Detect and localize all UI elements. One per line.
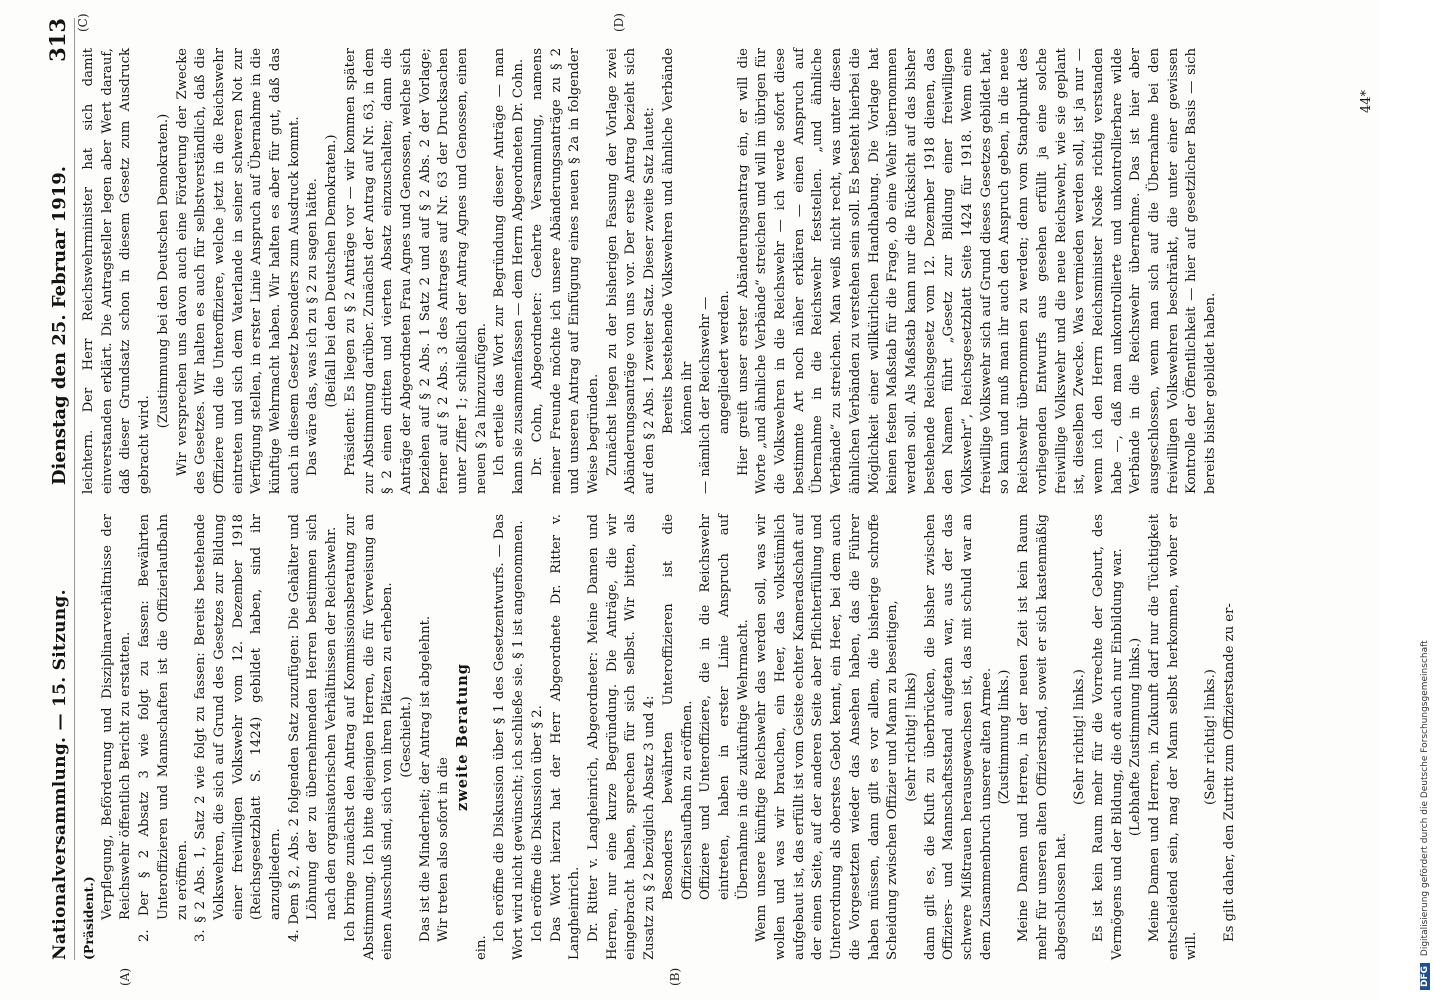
page-header: [24, 18, 75, 960]
speech-paragraph: leichtern. Der Herr Reichswehrminister hat sich damit einverstanden erklärt. Die Antragsteller legen aber Wert darauf, daß dieser Grundsatz schon in diesem Gesetz zum Ausdruck gebracht wird.: [81, 48, 153, 494]
stage-direction: (Lebhafte Zustimmung links.): [1128, 637, 1144, 837]
margin-letter-d: (D): [612, 13, 626, 32]
speech-paragraph: Ich erteile das Wort zur Begründung dieser Anträge — man kann sie zusammenfassen — dem Herrn Abgeordneten Dr. Cohn.: [492, 48, 527, 494]
digitization-credit-text: Digitalisierung gefördert durch die Deutsche Forschungsgemeinschaft: [1420, 640, 1430, 957]
speech-paragraph: dann gilt es, die Kluft zu überbrücken, die bisher zwischen Offiziers- und Mannschaftsstand aufgetan war, aus der das schwere Mißtrauen herausgewachsen ist, das mit schuld war an dem Zusammenbruch unserer alten Armee.: [922, 514, 994, 960]
quoted-text: Bereits bestehende Volkswehren und ähnliche Verbände können ihr: [660, 48, 695, 434]
margin-letter-c: (C): [76, 13, 90, 32]
stage-direction: (Zustimmung bei den Deutschen Demokraten.): [155, 113, 171, 429]
paragraph: Ich eröffne die Diskussion über § 2.: [529, 705, 545, 942]
header-date: Dienstag den 25. Februar 1919.: [49, 165, 70, 486]
stage-direction: (Sehr richtig! links.): [1203, 669, 1219, 805]
speech-paragraph: Dr. Ritter v. Langheinrich, Abgeordneter: Meine Damen und Herren, nur eine kurze Begründung. Die Anträge, die wir eingebracht haben, sprechen für sich selbst. Wir bitten, als Zusatz zu § 2 bezüglich Absatz 3 und 4:: [585, 514, 658, 960]
speech-paragraph: Es ist kein Raum mehr für die Vorrechte der Geburt, des Vermögens und der Bildung, die oft auch nur Einbildung war.: [1090, 514, 1125, 960]
stage-direction: (Geschieht.): [398, 696, 414, 778]
list-item: 2. Der § 2 Absatz 3 wie folgt zu fassen: Bewährten Unteroffizieren und Mannschaften ist die Offizierlaufbahn zu eröffnen.: [137, 514, 190, 942]
paragraph: Verpflegung, Beförderung und Disziplinarverhältnisse der Reichswehr öffentlich Bericht zu erstatten.: [99, 514, 134, 920]
digitization-credit: [1417, 0, 1434, 1000]
speaker-label: (Präsident.): [81, 876, 96, 960]
list-item: 3. § 2 Abs. 1, Satz 2 wie folgt zu fassen: Bereits bestehende Volkswehren, die sich auf Grund des Gesetzes zur Bildung einer freiwilligen Volkswehr vom 12. Dezember 1918 (Reichsgesetzblatt S. 1424) gebildet haben, sind ihr anzugliedern.: [193, 514, 284, 942]
quoted-motion: Offiziere und Unteroffiziere, die in die Reichswehr eintreten, haben in erster Linie Anspruch auf Übernahme in die zukünftige Wehrmacht.: [698, 514, 751, 900]
speech-paragraph: Meine Damen und Herren, in der neuen Zeit ist kein Raum mehr für unseren alten Offizierstand, soweit er sich kastenmäßig abgeschlossen hat.: [1016, 514, 1069, 960]
stage-direction: (Beifall bei den Deutschen Demokraten.): [324, 134, 340, 408]
speech-paragraph: Es gilt daher, den Zutritt zum Offizierstande zu er-: [1221, 603, 1237, 942]
quoted-motion: Besonders bewährten Unteroffizieren ist die Offizierslaufbahn zu eröffnen.: [660, 514, 695, 900]
paragraph: ein.: [473, 935, 489, 960]
margin-letter-b: (B): [668, 967, 682, 986]
stage-direction: (Zustimmung links.): [997, 669, 1013, 805]
paragraph: Das Wort hierzu hat der Herr Abgeordnete Dr. Ritter v. Langheinrich.: [548, 514, 583, 960]
page-number: 313: [45, 18, 70, 62]
speech-paragraph: Wir versprechen uns davon auch eine Förderung der Zwecke des Gesetzes. Wir halten es auch für selbstverständlich, daß die Offiziere und die Unteroffiziere, welche jetzt in die Reichswehr eintreten und sich dem Vaterlande in seiner schweren Not zur Verfügung stellen, in erster Linie Anspruch auf Übernahme in die künftige Wehrmacht haben. Wir halten es aber für gut, daß das auch in diesem Gesetz besonders zum Ausdruck kommt.: [174, 48, 302, 494]
section-heading: zweite Beratung: [454, 663, 472, 811]
speech-paragraph: Präsident: Es liegen zu § 2 Anträge vor — wir kommen später zur Abstimmung darüber. Zunächst der Antrag auf Nr. 63, in dem § 2 einen dritten und vierten Absatz einzuschalten; dann die Anträge der Abgeordneten Frau Agnes und Genossen, welche sich beziehen auf § 2 Abs. 1 Satz 2 und auf § 2 Abs. 2 der Vorlage; ferner auf § 2 Abs. 3 des Antrages auf Nr. 63 der Drucksachen unter Ziffer 1; schließlich der Antrag Agnes und Genossen, einen neuen § 2a hinzuzufügen.: [342, 48, 489, 494]
interjection: — nämlich der Reichswehr —: [698, 296, 714, 494]
paragraph: Ich bringe zunächst den Antrag auf Kommissionsberatung zur Abstimmung. Ich bitte diejenigen Herren, die für Verweisung an einen Ausschuß sind, sich von ihren Plätzen zu erheben.: [342, 514, 396, 960]
stage-direction: (Sehr richtig! links.): [1072, 669, 1088, 805]
header-session-title: Nationalversammlung. — 15. Sitzung.: [50, 589, 70, 960]
quoted-text: angegliedert werden.: [716, 290, 732, 434]
speech-paragraph: Meine Damen und Herren, in Zukunft darf nur die Tüchtigkeit entscheidend sein, mag der Mann selbst herkommen, woher er will.: [1147, 514, 1200, 960]
right-column: [80, 48, 1380, 494]
left-column: [80, 514, 1380, 960]
paragraph: Wir treten also sofort in die: [436, 757, 452, 942]
speech-paragraph: Wenn unsere künftige Reichswehr das werden soll, was wir wollen und was wir brauchen, ein Heer, das volkstümlich aufgebaut ist, das erfüllt ist vom Geiste echter Kameradschaft auf der einen Seite, auf der anderen Seite aber Pflichterfüllung und Unterordnung als oberstes Gebot kennt, ein Heer, bei dem auch die Vorgesetzten wieder das Ansehen haben, das die Führer haben müssen, dann gilt es vor allem, die bisherige schroffe Scheidung zwischen Offizier und Mann zu beseitigen,: [754, 514, 901, 960]
stage-direction: (sehr richtig! links): [903, 672, 919, 802]
speech-paragraph: Hier greift unser erster Abänderungsantrag ein, er will die Worte „und ähnliche Verbände“ streichen und will im übrigen für die Volkswehren in die Reichswehr — ich werde sofort diese bestimmte Art noch näher erklären — einen Anspruch auf Übernahme in die Reichswehr feststellen. „und ähnliche Verbände“ zu streichen. Man weiß nicht recht, was unter diesen ähnlichen Verbänden zu verstehen sein soll. Es besteht hierbei die Möglichkeit einer willkürlichen Handhabung. Die Vorlage hat keinen festen Maßstab für die Frage, ob eine Wehr übernommen werden soll. Als Maßstab kann nur die Rücksicht auf das bisher bestehende Reichsgesetz vom 12. Dezember 1918 dienen, das den Namen führt „Gesetz zur Bildung einer freiwilligen Volkswehr“, Reichsgesetzblatt Seite 1424 für 1918. Wenn eine freiwillige Volkswehr sich auf Grund dieses Gesetzes gebildet hat, so kann und muß man ihr auch den Anspruch geben, in die neue Reichswehr übernommen zu werden; denn vom Standpunkt des vorliegenden Entwurfs aus gesehen erfüllt ja eine solche freiwillige Volkswehr und die neue Reichswehr, wie sie geplant ist, dieselben Zwecke. Was vermieden werden soll, ist ja nur — wenn ich den Herrn Reichsminister Noske richtig verstanden habe —, daß man unkontrollierte und unkontrollierbare wilde Verbände in die Reichswehr übernehme. Das ist hier aber ausgeschlossen, wenn man sich auf die Übernahme bei den freiwilligen Volkswehren beschränkt, die unter einer gewissen Kontrolle der Öffentlichkeit — hier auf gesetzlicher Basis — sich bereits bisher gebildet haben.: [735, 48, 1219, 494]
speech-paragraph: Das wäre das, was ich zu § 2 zu sagen hätte.: [305, 178, 321, 476]
speech-paragraph: Zunächst liegen zu der bisherigen Fassung der Vorlage zwei Abänderungsanträge von uns vor. Der erste Antrag bezieht sich auf den § 2 Abs. 1 zweiter Satz. Dieser zweite Satz lautet:: [604, 48, 658, 494]
speech-paragraph: Dr. Cohn, Abgeordneter: Geehrte Versammlung, namens meiner Freunde möchte ich unsere Abänderungsanträge zu § 2 und unseren Antrag auf Einfügung eines neuen § 2a in folgender Weise begründen.: [529, 48, 601, 494]
signature-mark: 44*: [1359, 90, 1374, 114]
paragraph: Das ist die Minderheit; der Antrag ist abgelehnt.: [417, 615, 433, 942]
paragraph: Ich eröffne die Diskussion über § 1 des Gesetzentwurfs. — Das Wort wird nicht gewünscht; ich schließe sie. § 1 ist angenommen.: [492, 514, 527, 960]
list-item: 4. Dem § 2, Abs. 2 folgenden Satz zuzufügen: Die Gehälter und Löhnung der zu übernehmenden Herren bestimmen sich nach den organisatorischen Verhältnissen der Reichswehr.: [286, 514, 340, 942]
margin-letter-a: (A): [118, 967, 132, 986]
dfg-logo: DFG: [1420, 963, 1430, 990]
